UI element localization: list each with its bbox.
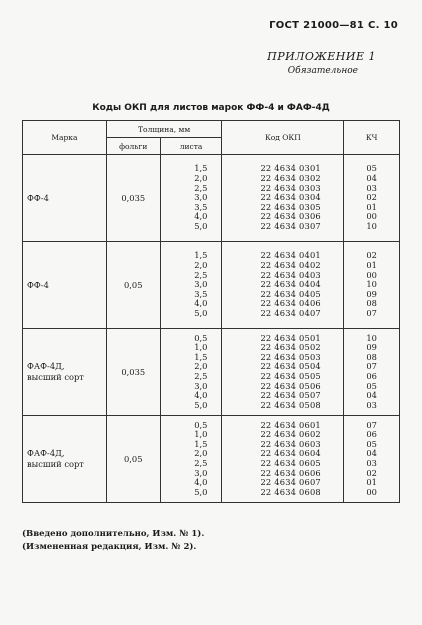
sheet-thickness: 3,5 — [194, 201, 208, 212]
sheet-thickness: 1,5 — [194, 163, 208, 174]
mark-cell — [23, 416, 107, 503]
sheet-thickness: 4,0 — [194, 477, 208, 488]
okp-code: 22 4634 0403 — [260, 269, 321, 280]
mark-grade: высший сорт — [27, 372, 84, 382]
sheet-thickness: 5,0 — [194, 220, 208, 231]
sheet-thickness: 3,0 — [194, 192, 208, 203]
header-code: Код ОКП — [222, 121, 344, 155]
kch-value-cell — [344, 155, 400, 242]
sheet-thickness: 5,0 — [194, 307, 208, 318]
kch-value: 01 — [366, 260, 377, 271]
kch-value: 06 — [366, 429, 377, 440]
kch-value: 02 — [366, 467, 377, 478]
sheet-thickness-cell — [160, 242, 222, 329]
header-mark: Марка — [23, 121, 107, 155]
kch-value: 06 — [366, 371, 377, 381]
okp-code: 22 4634 0305 — [260, 201, 321, 212]
kch-value: 10 — [366, 332, 377, 343]
kch-value: 04 — [366, 448, 377, 459]
sheet-thickness: 5,0 — [194, 486, 208, 497]
amendment-notes — [22, 528, 204, 554]
kch-value: 10 — [366, 220, 377, 231]
kch-value: 05 — [366, 380, 377, 391]
kch-value: 08 — [366, 298, 377, 309]
okp-code: 22 4634 0505 — [260, 371, 321, 381]
foil-thickness-cell: 0,05 — [106, 242, 160, 329]
mark-cell — [23, 155, 107, 242]
kch-value: 05 — [366, 163, 377, 174]
note-line: (Измененная редакция, Изм. № 2). — [22, 542, 197, 552]
okp-code: 22 4634 0307 — [260, 220, 321, 231]
okp-code-cell — [222, 155, 344, 242]
kch-value: 05 — [366, 438, 377, 449]
sheet-thickness: 3,0 — [194, 380, 208, 391]
kch-value: 03 — [366, 399, 377, 410]
mark-name: ФФ-4 — [27, 192, 49, 203]
appendix-status: Обязательное — [287, 66, 358, 76]
kch-value: 04 — [366, 390, 377, 401]
okp-code: 22 4634 0301 — [260, 163, 321, 174]
header-kch: КЧ — [344, 121, 400, 155]
kch-value: 03 — [366, 182, 377, 193]
sheet-thickness-cell — [160, 155, 222, 242]
kch-value-cell — [344, 416, 400, 503]
sheet-thickness: 2,0 — [194, 260, 208, 271]
kch-value: 09 — [366, 288, 377, 299]
sheet-thickness: 2,5 — [194, 371, 208, 381]
okp-code: 22 4634 0304 — [260, 192, 321, 203]
mark-cell — [23, 329, 107, 416]
sheet-thickness: 5,0 — [194, 399, 208, 410]
sheet-thickness: 1,5 — [194, 351, 208, 362]
okp-code: 22 4634 0404 — [260, 279, 321, 290]
sheet-thickness: 3,0 — [194, 467, 208, 478]
okp-codes-table — [22, 120, 400, 503]
kch-value: 00 — [366, 486, 377, 497]
kch-value: 01 — [366, 477, 377, 488]
kch-value: 08 — [366, 351, 377, 362]
sheet-thickness-cell — [160, 329, 222, 416]
okp-code: 22 4634 0508 — [260, 399, 321, 410]
header-foil: фольги — [106, 138, 160, 155]
sheet-thickness: 4,0 — [194, 390, 208, 401]
sheet-thickness: 4,0 — [194, 298, 208, 309]
sheet-thickness: 2,5 — [194, 182, 208, 193]
sheet-thickness: 1,5 — [194, 438, 208, 449]
okp-code: 22 4634 0302 — [260, 173, 321, 184]
okp-code: 22 4634 0606 — [260, 467, 321, 478]
okp-code: 22 4634 0402 — [260, 260, 321, 271]
kch-value: 07 — [366, 361, 377, 372]
sheet-thickness: 4,0 — [194, 211, 208, 222]
sheet-thickness: 0,5 — [194, 419, 208, 430]
kch-value: 07 — [366, 419, 377, 430]
okp-code: 22 4634 0603 — [260, 438, 321, 449]
okp-code: 22 4634 0306 — [260, 211, 321, 222]
sheet-thickness: 2,5 — [194, 269, 208, 280]
sheet-thickness: 3,5 — [194, 288, 208, 299]
okp-code: 22 4634 0502 — [260, 342, 321, 353]
okp-code-cell — [222, 242, 344, 329]
table-title: Коды ОКП для листов марок ФФ-4 и ФАФ-4Д — [92, 103, 330, 113]
kch-value: 07 — [366, 307, 377, 318]
okp-code: 22 4634 0504 — [260, 361, 321, 372]
sheet-thickness: 2,5 — [194, 458, 208, 468]
kch-value: 10 — [366, 279, 377, 290]
okp-code: 22 4634 0405 — [260, 288, 321, 299]
kch-value-cell — [344, 329, 400, 416]
okp-code-cell — [222, 329, 344, 416]
appendix-title: ПРИЛОЖЕНИЕ 1 — [267, 50, 376, 63]
mark-name: ФАФ-4Д, — [27, 361, 65, 371]
kch-value: 01 — [366, 201, 377, 212]
mark-name: ФФ-4 — [27, 279, 49, 290]
okp-code: 22 4634 0604 — [260, 448, 321, 459]
okp-code: 22 4634 0503 — [260, 351, 321, 362]
kch-value: 02 — [366, 250, 377, 261]
kch-value: 09 — [366, 342, 377, 353]
okp-code: 22 4634 0507 — [260, 390, 321, 401]
foil-thickness-cell: 0,035 — [106, 329, 160, 416]
sheet-thickness: 2,0 — [194, 173, 208, 184]
okp-code: 22 4634 0406 — [260, 298, 321, 309]
kch-value: 04 — [366, 173, 377, 184]
kch-value-cell — [344, 242, 400, 329]
table-row — [23, 416, 400, 503]
kch-value: 00 — [366, 269, 377, 280]
sheet-thickness-cell — [160, 416, 222, 503]
okp-code-cell — [222, 416, 344, 503]
kch-value: 03 — [366, 458, 377, 468]
okp-code: 22 4634 0602 — [260, 429, 321, 440]
sheet-thickness: 2,0 — [194, 361, 208, 372]
note-line: (Введено дополнительно, Изм. № 1). — [22, 529, 205, 539]
header-sheet: листа — [160, 138, 222, 155]
kch-value: 02 — [366, 192, 377, 203]
okp-code: 22 4634 0601 — [260, 419, 321, 430]
sheet-thickness: 1,5 — [194, 250, 208, 261]
okp-code: 22 4634 0501 — [260, 332, 321, 343]
sheet-thickness: 3,0 — [194, 279, 208, 290]
okp-code: 22 4634 0506 — [260, 380, 321, 391]
okp-code: 22 4634 0407 — [260, 307, 321, 318]
header-thickness: Толщина, мм — [106, 121, 222, 138]
document-reference: ГОСТ 21000—81 С. 10 — [269, 20, 398, 31]
okp-code: 22 4634 0303 — [260, 182, 321, 193]
sheet-thickness: 1,0 — [194, 342, 208, 353]
okp-code: 22 4634 0605 — [260, 458, 321, 468]
okp-code: 22 4634 0401 — [260, 250, 321, 261]
sheet-thickness: 2,0 — [194, 448, 208, 459]
okp-code: 22 4634 0607 — [260, 477, 321, 488]
table-row — [23, 155, 400, 242]
okp-code: 22 4634 0608 — [260, 486, 321, 497]
sheet-thickness: 1,0 — [194, 429, 208, 440]
sheet-thickness: 0,5 — [194, 332, 208, 343]
mark-grade: высший сорт — [27, 459, 84, 469]
foil-thickness-cell: 0,035 — [106, 155, 160, 242]
kch-value: 00 — [366, 211, 377, 222]
mark-name: ФАФ-4Д, — [27, 448, 65, 458]
foil-thickness-cell: 0,05 — [106, 416, 160, 503]
mark-cell — [23, 242, 107, 329]
table-row — [23, 242, 400, 329]
table-row — [23, 329, 400, 416]
